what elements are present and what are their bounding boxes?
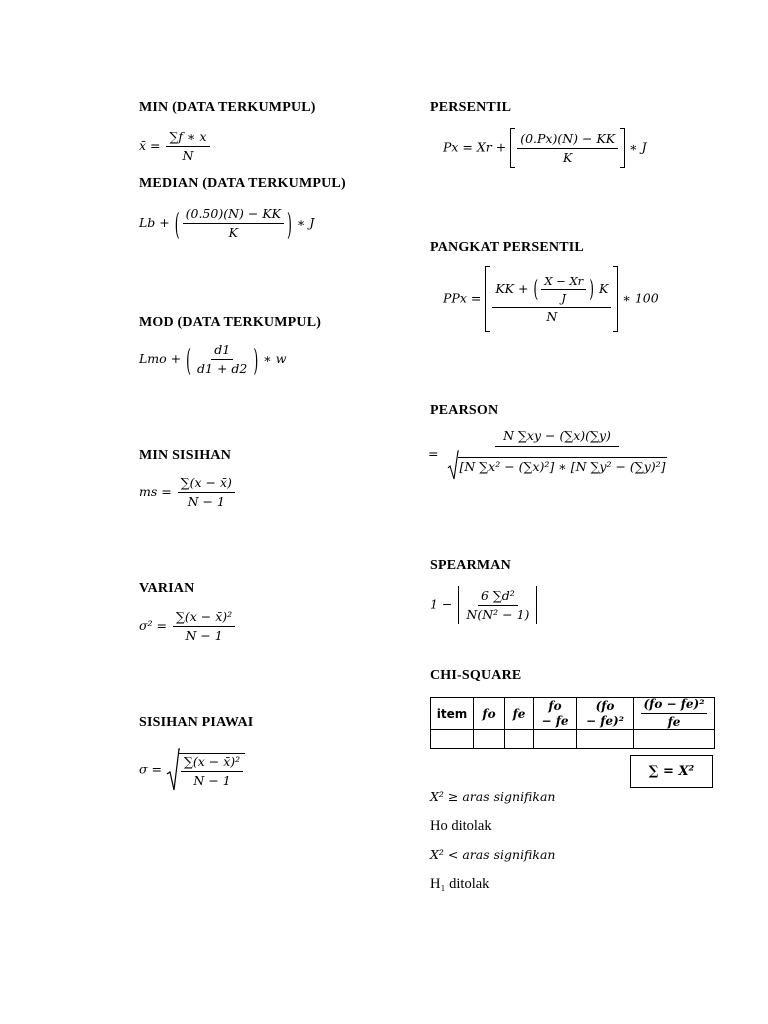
rule1-formula: X² ≥ aras signifikan — [430, 789, 556, 804]
median-formula — [139, 207, 314, 240]
header-divided-numerator: (fo − fe)² — [641, 698, 708, 714]
varian-lhs: σ² = — [139, 618, 167, 633]
median-tail: ∗ J — [296, 215, 315, 230]
ppx-tail: ∗ 100 — [622, 290, 659, 306]
header-divided-fraction — [641, 698, 708, 729]
sqrt-icon — [166, 748, 180, 792]
persentil-numerator: (0.Px)(N) − KK — [517, 132, 618, 149]
rule2-result: H₁ ditolak — [430, 876, 490, 892]
table-header-row — [431, 698, 715, 730]
varian-denominator: N − 1 — [185, 628, 223, 643]
persentil-formula — [443, 128, 647, 168]
ppx-fraction — [492, 275, 611, 324]
header-fe: fe — [505, 698, 534, 730]
min-denominator: N — [182, 148, 194, 163]
piawai-denominator: N − 1 — [193, 772, 231, 788]
spearman-numerator: 6 ∑d² — [478, 589, 518, 606]
pearson-title: PEARSON — [430, 403, 499, 418]
ms-fraction — [178, 476, 235, 509]
header-squared-line1: (fo — [595, 698, 615, 713]
ppx-inner-denominator: J — [561, 290, 567, 305]
mod-formula — [139, 343, 286, 376]
left-paren: ( — [533, 273, 539, 303]
piawai-numerator: ∑(x − x̄)² — [181, 755, 243, 772]
abs-bar-right — [536, 586, 537, 624]
ppx-k: K — [599, 280, 609, 296]
sisihan-piawai-title: SISIHAN PIAWAI — [139, 715, 254, 730]
spearman-fraction — [463, 589, 532, 622]
abs-bar-left — [458, 586, 459, 624]
ms-denominator: N − 1 — [187, 494, 225, 509]
min-formula — [139, 130, 212, 163]
spearman-denominator: N(N² − 1) — [466, 606, 530, 622]
chi-square-table — [430, 697, 715, 749]
mod-tail: ∗ w — [263, 351, 287, 366]
rule1-result: Ho ditolak — [430, 818, 492, 834]
left-bracket — [510, 128, 515, 168]
right-bracket — [620, 128, 625, 168]
median-denominator: K — [228, 225, 238, 240]
median-lhs: Lb + — [139, 215, 170, 230]
varian-numerator: ∑(x − x̄)² — [173, 610, 235, 627]
pearson-formula — [428, 429, 672, 480]
sum-label: ∑ = X² — [648, 764, 695, 779]
pearson-radicand: [N ∑x² − (∑x)²] ∗ [N ∑y² − (∑y)²] — [459, 458, 666, 474]
left-paren: ( — [186, 341, 192, 378]
spearman-formula — [430, 586, 539, 624]
pangkat-persentil-formula — [443, 266, 659, 332]
ms-lhs: ms = — [139, 484, 172, 499]
persentil-fraction — [517, 132, 618, 165]
varian-formula — [139, 610, 237, 643]
ppx-numerator — [492, 275, 611, 308]
right-paren: ) — [253, 341, 259, 378]
header-fo-minus-fe-line2: − fe — [541, 713, 569, 728]
mod-lhs: Lmo + — [139, 351, 182, 366]
header-squared-line2: − fe)² — [586, 713, 624, 728]
header-divided — [634, 698, 715, 730]
table-cell — [431, 730, 474, 749]
table-cell — [474, 730, 505, 749]
rule2-formula: X² < aras signifikan — [430, 847, 556, 862]
table-cell — [534, 730, 577, 749]
header-fo: fo — [474, 698, 505, 730]
mod-numerator: d1 — [211, 343, 233, 360]
ppx-inner-numerator: X − Xr — [541, 275, 586, 290]
pearson-denominator — [444, 447, 669, 480]
piawai-fraction — [181, 755, 243, 788]
header-squared — [577, 698, 634, 730]
table-cell — [505, 730, 534, 749]
ms-numerator: ∑(x − x̄) — [178, 476, 235, 493]
header-item: item — [431, 698, 474, 730]
right-paren: ) — [589, 273, 595, 303]
ppx-denominator: N — [546, 308, 558, 324]
spearman-lhs: 1 − — [430, 596, 453, 612]
spearman-title: SPEARMAN — [430, 558, 511, 573]
mod-denominator: d1 + d2 — [197, 361, 248, 376]
min-sisihan-title: MIN SISIHAN — [139, 448, 232, 463]
pearson-eq: = — [428, 446, 439, 461]
table-cell — [634, 730, 715, 749]
chi-square-title: CHI-SQUARE — [430, 668, 522, 683]
min-title: MIN (DATA TERKUMPUL) — [139, 100, 316, 115]
pangkat-persentil-title: PANGKAT PERSENTIL — [430, 240, 584, 255]
left-bracket — [485, 266, 490, 332]
header-divided-denominator: fe — [667, 715, 681, 729]
pearson-numerator: N ∑xy − (∑x)(∑y) — [495, 429, 619, 447]
persentil-lhs: Px = Xr + — [443, 139, 507, 155]
median-title: MEDIAN (DATA TERKUMPUL) — [139, 176, 346, 191]
varian-title: VARIAN — [139, 581, 195, 596]
left-paren: ( — [174, 205, 180, 242]
piawai-lhs: σ = — [139, 761, 162, 777]
min-sisihan-formula — [139, 476, 237, 509]
ppx-inner-fraction — [541, 275, 586, 304]
median-fraction — [183, 207, 284, 240]
ppx-kk: KK + — [495, 280, 529, 296]
min-fraction — [166, 130, 209, 163]
sisihan-piawai-formula — [139, 748, 245, 792]
mod-fraction — [194, 343, 250, 376]
sqrt-body — [179, 753, 245, 788]
varian-fraction — [173, 610, 235, 643]
pearson-fraction — [444, 429, 669, 480]
persentil-tail: ∗ J — [629, 139, 647, 155]
header-fo-minus-fe — [534, 698, 577, 730]
mod-title: MOD (DATA TERKUMPUL) — [139, 315, 322, 330]
median-numerator: (0.50)(N) − KK — [183, 207, 284, 224]
min-lhs: x̄ = — [139, 138, 161, 153]
header-fo-minus-fe-line1: fo — [548, 698, 562, 713]
persentil-title: PERSENTIL — [430, 100, 512, 115]
right-bracket — [613, 266, 618, 332]
table-row — [431, 730, 715, 749]
sum-cell — [630, 755, 713, 788]
ppx-lhs: PPx = — [443, 290, 482, 306]
table-cell — [577, 730, 634, 749]
right-paren: ) — [287, 205, 292, 242]
min-numerator: ∑f ∗ x — [166, 130, 209, 147]
persentil-denominator: K — [562, 149, 573, 165]
